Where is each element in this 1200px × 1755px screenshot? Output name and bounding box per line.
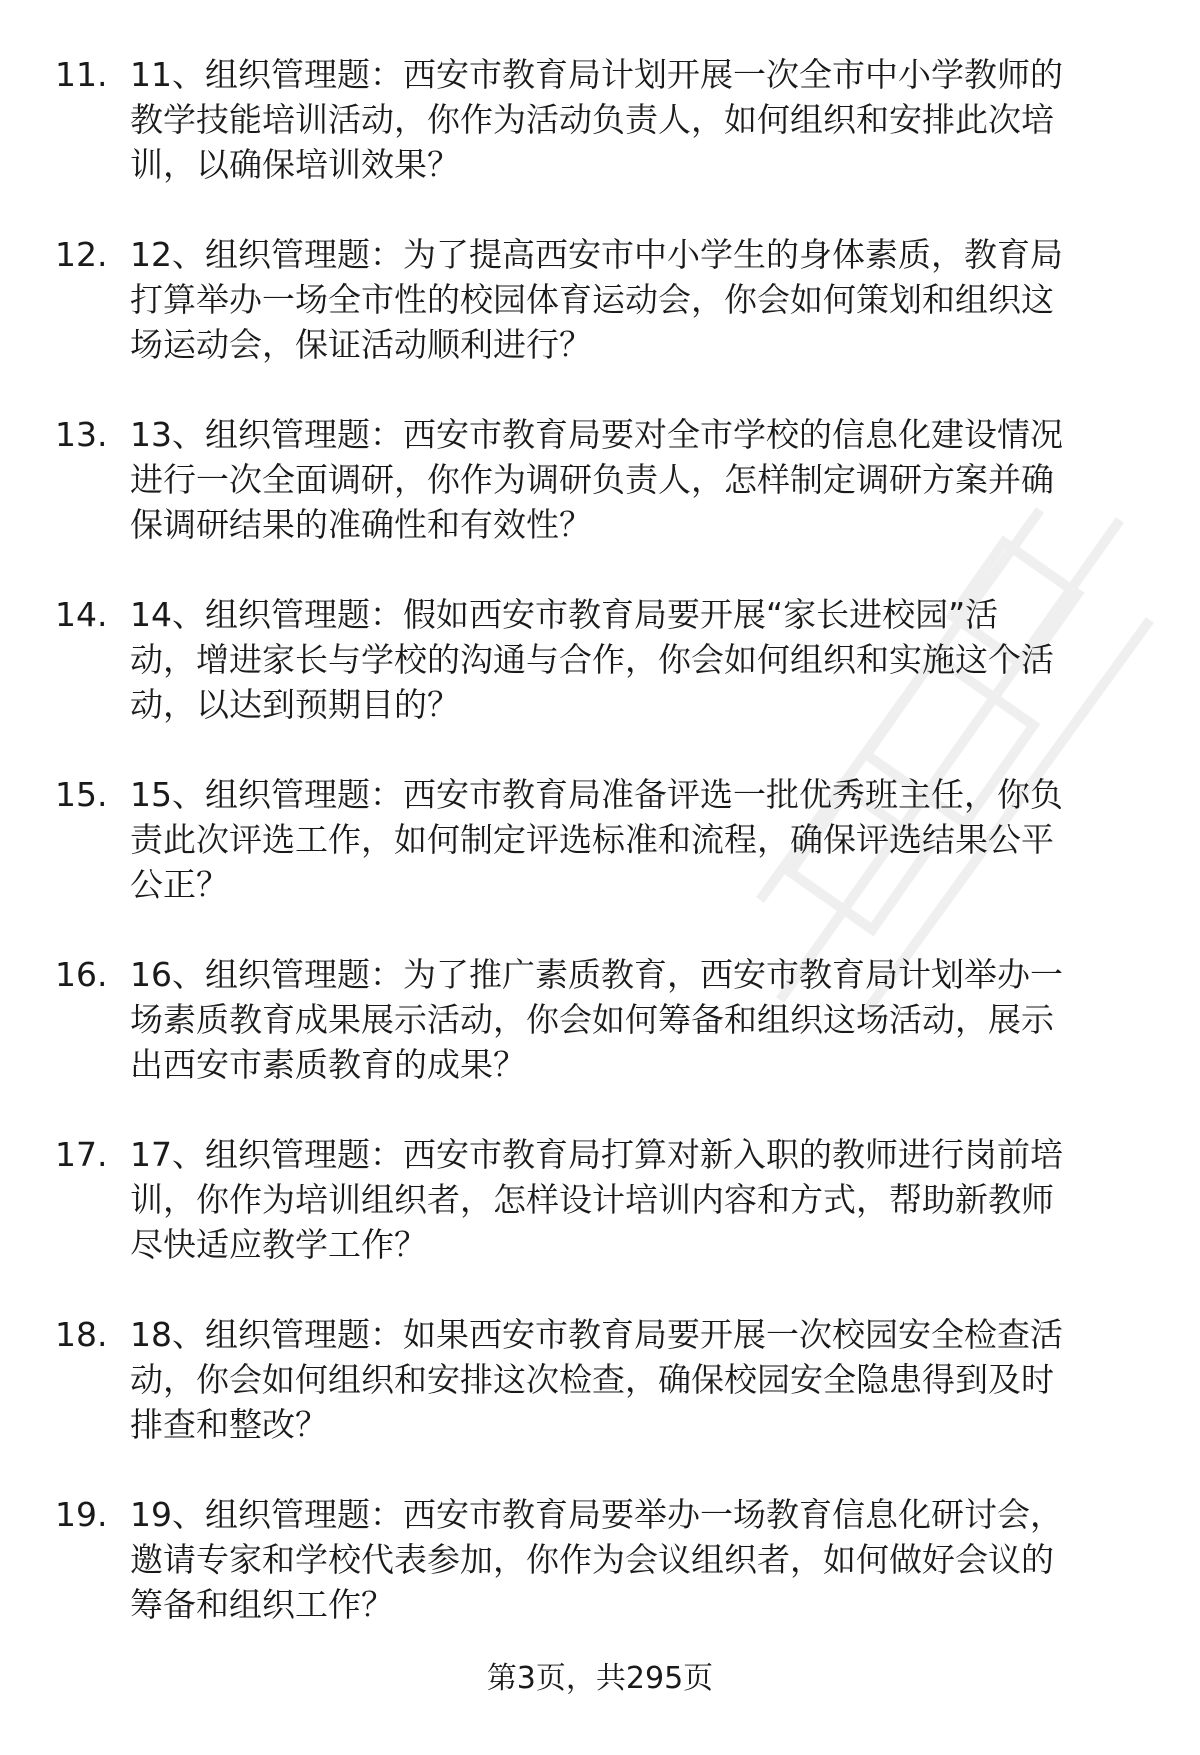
question-line: 筹备和组织工作？	[130, 1585, 394, 1624]
question-line: 尽快适应教学工作？	[130, 1225, 427, 1264]
question-line: 公正？	[130, 865, 229, 904]
question-item	[0, 952, 1200, 1132]
question-line: 12、组织管理题：为了提高西安市中小学生的身体素质，教育局	[130, 235, 1063, 274]
question-item	[0, 1492, 1200, 1672]
question-text	[130, 592, 1150, 727]
question-line: 动，增进家长与学校的沟通与合作，你会如何组织和实施这个活	[130, 640, 1054, 679]
question-list	[0, 52, 1200, 1672]
question-line: 训，以确保培训效果？	[130, 145, 460, 184]
question-text	[130, 412, 1150, 547]
question-number: 14.	[55, 595, 108, 634]
question-line: 排查和整改？	[130, 1405, 328, 1444]
question-item	[0, 772, 1200, 952]
question-number: 15.	[55, 775, 108, 814]
question-line: 11、组织管理题：西安市教育局计划开展一次全市中小学教师的	[130, 55, 1063, 94]
question-line: 出西安市素质教育的成果？	[130, 1045, 526, 1084]
question-item	[0, 52, 1200, 232]
question-line: 场运动会，保证活动顺利进行？	[130, 325, 592, 364]
question-line: 18、组织管理题：如果西安市教育局要开展一次校园安全检查活	[130, 1315, 1063, 1354]
question-number: 12.	[55, 235, 108, 274]
question-text	[130, 52, 1150, 187]
question-number: 16.	[55, 955, 108, 994]
question-line: 动，以达到预期目的？	[130, 685, 460, 724]
question-line: 责此次评选工作，如何制定评选标准和流程，确保评选结果公平	[130, 820, 1054, 859]
question-number: 13.	[55, 415, 108, 454]
question-line: 场素质教育成果展示活动，你会如何筹备和组织这场活动，展示	[130, 1000, 1054, 1039]
question-line: 13、组织管理题：西安市教育局要对全市学校的信息化建设情况	[130, 415, 1063, 454]
question-text	[130, 772, 1150, 907]
question-line: 打算举办一场全市性的校园体育运动会，你会如何策划和组织这	[130, 280, 1054, 319]
question-line: 14、组织管理题：假如西安市教育局要开展“家长进校园”活	[130, 595, 999, 634]
question-line: 17、组织管理题：西安市教育局打算对新入职的教师进行岗前培	[130, 1135, 1063, 1174]
question-line: 教学技能培训活动，你作为活动负责人，如何组织和安排此次培	[130, 100, 1054, 139]
question-item	[0, 592, 1200, 772]
question-item	[0, 1132, 1200, 1312]
question-text	[130, 232, 1150, 367]
question-text	[130, 1132, 1150, 1267]
question-line: 进行一次全面调研，你作为调研负责人，怎样制定调研方案并确	[130, 460, 1054, 499]
question-item	[0, 412, 1200, 592]
page-footer: 第3页，共295页	[486, 1661, 714, 1696]
question-number: 17.	[55, 1135, 108, 1174]
question-number: 18.	[55, 1315, 108, 1354]
question-text	[130, 952, 1150, 1087]
question-text	[130, 1312, 1150, 1447]
question-item	[0, 1312, 1200, 1492]
question-line: 保调研结果的准确性和有效性？	[130, 505, 592, 544]
question-number: 19.	[55, 1495, 108, 1534]
question-number: 11.	[55, 55, 108, 94]
question-line: 邀请专家和学校代表参加，你作为会议组织者，如何做好会议的	[130, 1540, 1054, 1579]
question-text	[130, 1492, 1150, 1627]
question-line: 15、组织管理题：西安市教育局准备评选一批优秀班主任，你负	[130, 775, 1063, 814]
question-line: 16、组织管理题：为了推广素质教育，西安市教育局计划举办一	[130, 955, 1063, 994]
question-line: 动，你会如何组织和安排这次检查，确保校园安全隐患得到及时	[130, 1360, 1054, 1399]
question-line: 训，你作为培训组织者，怎样设计培训内容和方式，帮助新教师	[130, 1180, 1054, 1219]
question-item	[0, 232, 1200, 412]
question-line: 19、组织管理题：西安市教育局要举办一场教育信息化研讨会，	[130, 1495, 1063, 1534]
